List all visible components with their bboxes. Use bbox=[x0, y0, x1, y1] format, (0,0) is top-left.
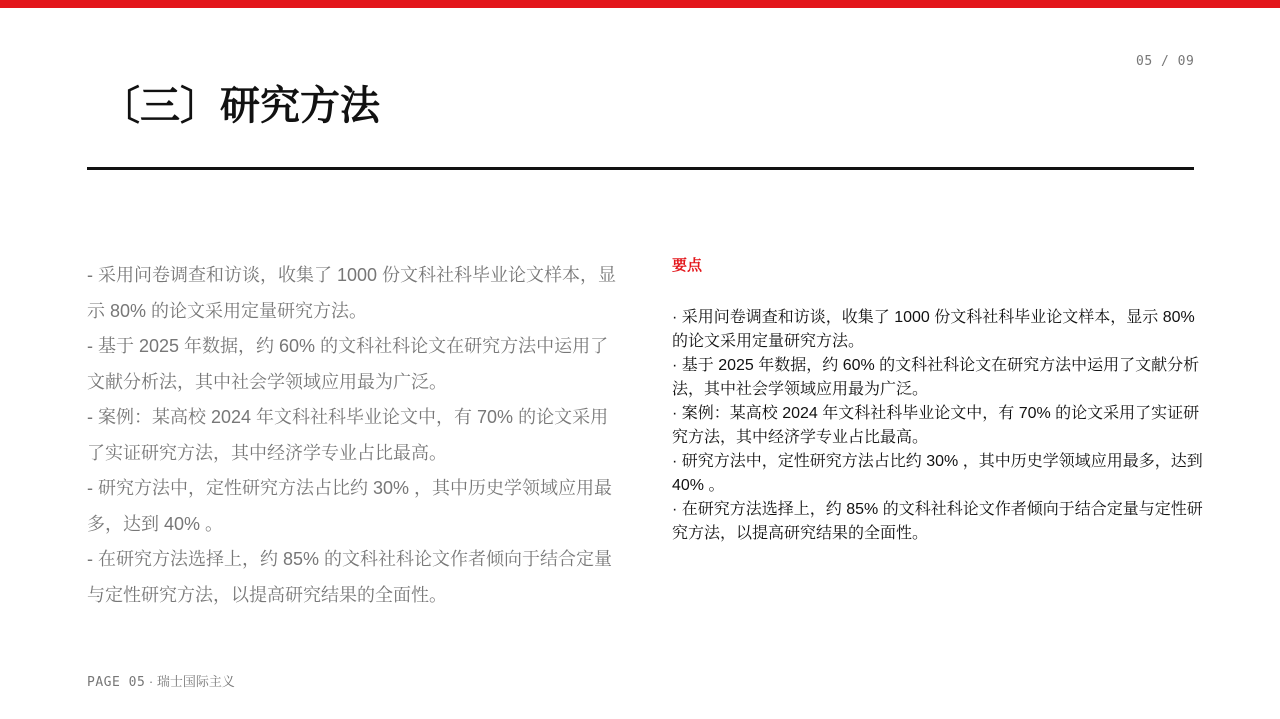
list-item: - 研究方法中，定性研究方法占比约 30% ，其中历史学领域应用最多，达到 40% 。 bbox=[87, 478, 613, 534]
list-item: - 在研究方法选择上，约 85% 的文科社科论文作者倾向于结合定量与定性研究方法，以提高研究结果的全面性。 bbox=[87, 549, 613, 605]
title-divider bbox=[87, 167, 1194, 170]
page-counter: 05 / 09 bbox=[1136, 54, 1195, 69]
list-item: · 采用问卷调查和访谈，收集了 1000 份文科社科毕业论文样本，显示 80% 的论文采用定量研究方法。 bbox=[672, 309, 1195, 350]
key-points-panel bbox=[672, 254, 1212, 546]
footer-page-label: PAGE 05 bbox=[87, 675, 146, 690]
research-method-list bbox=[87, 258, 617, 613]
footer-org: 瑞士国际主义 bbox=[156, 674, 235, 689]
slide-title: 〔三〕研究方法 bbox=[100, 83, 380, 129]
key-points-heading: 要点 bbox=[672, 257, 703, 274]
list-item: · 研究方法中，定性研究方法占比约 30% ，其中历史学领域应用最多，达到 40% 。 bbox=[672, 453, 1203, 494]
list-item: · 在研究方法选择上，约 85% 的文科社科论文作者倾向于结合定量与定性研究方法，以提高研究结果的全面性。 bbox=[672, 501, 1203, 542]
list-item: - 采用问卷调查和访谈，收集了 1000 份文科社科毕业论文样本，显示 80% 的论文采用定量研究方法。 bbox=[87, 265, 617, 321]
top-accent-bar bbox=[0, 0, 1280, 8]
list-item: · 案例：某高校 2024 年文科社科毕业论文中，有 70% 的论文采用了实证研究方法，其中经济学专业占比最高。 bbox=[672, 405, 1200, 446]
slide-footer bbox=[87, 671, 235, 690]
list-item: - 案例：某高校 2024 年文科社科毕业论文中，有 70% 的论文采用了实证研究方法，其中经济学专业占比最高。 bbox=[87, 407, 609, 463]
key-points-list bbox=[672, 306, 1212, 546]
footer-separator: · bbox=[145, 674, 157, 689]
list-item: - 基于 2025 年数据，约 60% 的文科社科论文在研究方法中运用了文献分析法，其中社会学领域应用最为广泛。 bbox=[87, 336, 609, 392]
list-item: · 基于 2025 年数据，约 60% 的文科社科论文在研究方法中运用了文献分析法，其中社会学领域应用最为广泛。 bbox=[672, 357, 1200, 398]
